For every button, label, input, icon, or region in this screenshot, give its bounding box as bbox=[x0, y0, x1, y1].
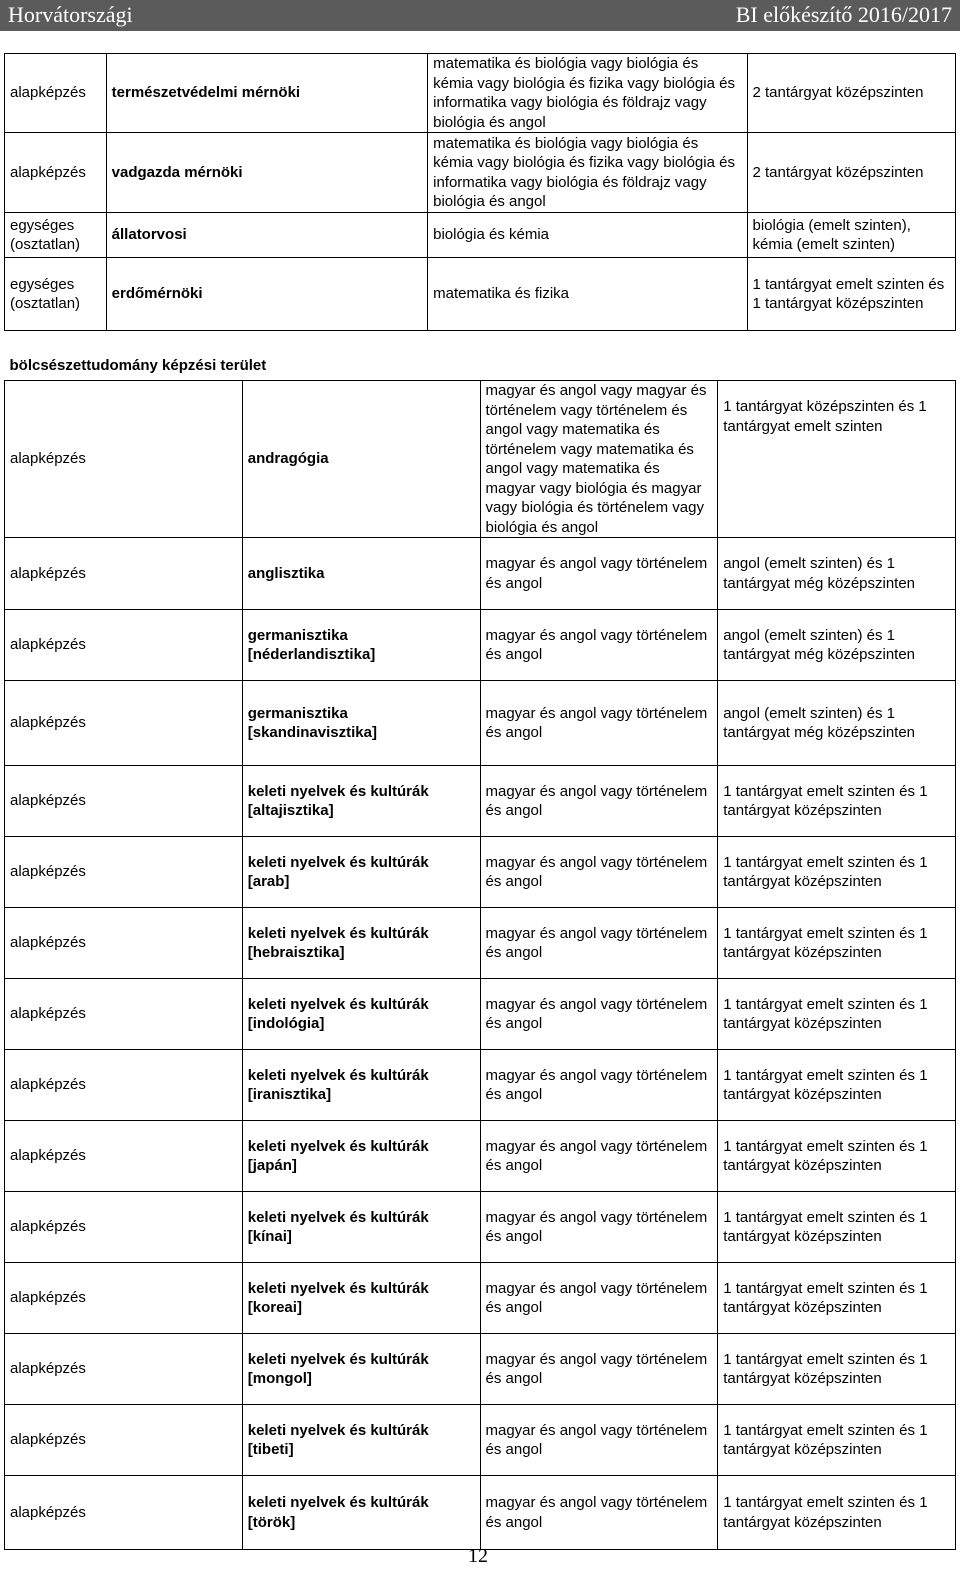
required-subjects: magyar és angol vagy történelem és angol bbox=[480, 1405, 718, 1476]
training-type: alapképzés bbox=[5, 1334, 243, 1405]
required-subjects: magyar és angol vagy történelem és angol bbox=[480, 979, 718, 1050]
table-row bbox=[5, 681, 956, 766]
required-subjects: magyar és angol vagy történelem és angol bbox=[480, 837, 718, 908]
table-row bbox=[5, 1050, 956, 1121]
program-name: állatorvosi bbox=[106, 213, 427, 258]
required-subjects: magyar és angol vagy történelem és angol bbox=[480, 1121, 718, 1192]
program-name: keleti nyelvek és kultúrák [koreai] bbox=[242, 1263, 480, 1334]
training-type: alapképzés bbox=[5, 1476, 243, 1550]
training-type: alapképzés bbox=[5, 837, 243, 908]
table-row bbox=[5, 538, 956, 610]
training-type: egységes (osztatlan) bbox=[5, 213, 107, 258]
table-row bbox=[5, 908, 956, 979]
table-row bbox=[5, 1405, 956, 1476]
program-name: keleti nyelvek és kultúrák [kínai] bbox=[242, 1192, 480, 1263]
training-type: alapképzés bbox=[5, 1405, 243, 1476]
required-subjects: magyar és angol vagy történelem és angol bbox=[480, 1263, 718, 1334]
table-row bbox=[5, 381, 956, 538]
program-name: keleti nyelvek és kultúrák [indológia] bbox=[242, 979, 480, 1050]
table-row bbox=[5, 1263, 956, 1334]
training-type: alapképzés bbox=[5, 766, 243, 837]
training-type: alapképzés bbox=[5, 681, 243, 766]
exam-level: 2 tantárgyat középszinten bbox=[747, 54, 956, 133]
program-name: keleti nyelvek és kultúrák [iranisztika] bbox=[242, 1050, 480, 1121]
exam-level: 1 tantárgyat emelt szinten és 1 tantárgyat középszinten bbox=[718, 1050, 956, 1121]
program-name: keleti nyelvek és kultúrák [mongol] bbox=[242, 1334, 480, 1405]
program-name: erdőmérnöki bbox=[106, 258, 427, 331]
section-title: bölcsészettudomány képzési terület bbox=[9, 357, 267, 374]
exam-level: biológia (emelt szinten), kémia (emelt szinten) bbox=[747, 213, 956, 258]
exam-level: 1 tantárgyat emelt szinten és 1 tantárgyat középszinten bbox=[718, 1405, 956, 1476]
training-type: alapképzés bbox=[5, 908, 243, 979]
program-name: germanisztika [néderlandisztika] bbox=[242, 610, 480, 681]
program-name: keleti nyelvek és kultúrák [arab] bbox=[242, 837, 480, 908]
exam-level: angol (emelt szinten) és 1 tantárgyat még középszinten bbox=[718, 610, 956, 681]
table-row bbox=[5, 54, 956, 133]
required-subjects: matematika és biológia vagy biológia és kémia vagy biológia és fizika vagy biológia és informatika vagy biológia és földrajz vagy biológia és angol bbox=[428, 54, 747, 133]
program-name: keleti nyelvek és kultúrák [hebraisztika] bbox=[242, 908, 480, 979]
required-subjects: magyar és angol vagy történelem és angol bbox=[480, 681, 718, 766]
exam-level: angol (emelt szinten) és 1 tantárgyat még középszinten bbox=[718, 538, 956, 610]
admission-table-top bbox=[4, 53, 956, 331]
program-name: keleti nyelvek és kultúrák [japán] bbox=[242, 1121, 480, 1192]
exam-level: 1 tantárgyat emelt szinten és 1 tantárgyat középszinten bbox=[718, 1263, 956, 1334]
required-subjects: magyar és angol vagy magyar és történelem vagy történelem és angol vagy matematika és történelem vagy matematika és angol vagy matematika és magyar vagy biológia és magyar vagy biológia és történelem vagy biológia és angol bbox=[480, 381, 718, 538]
training-type: alapképzés bbox=[5, 133, 107, 213]
training-type: alapképzés bbox=[5, 979, 243, 1050]
required-subjects: magyar és angol vagy történelem és angol bbox=[480, 1050, 718, 1121]
training-type: alapképzés bbox=[5, 1263, 243, 1334]
table-row bbox=[5, 213, 956, 258]
exam-level: 1 tantárgyat emelt szinten és 1 tantárgyat középszinten bbox=[718, 908, 956, 979]
program-name: keleti nyelvek és kultúrák [tibeti] bbox=[242, 1405, 480, 1476]
header-left-title: Horvátországi bbox=[8, 2, 133, 27]
table-row bbox=[5, 610, 956, 681]
training-type: alapképzés bbox=[5, 538, 243, 610]
admission-table-humanities bbox=[4, 352, 956, 1550]
exam-level: 1 tantárgyat emelt szinten és 1 tantárgyat középszinten bbox=[718, 837, 956, 908]
required-subjects: magyar és angol vagy történelem és angol bbox=[480, 908, 718, 979]
required-subjects: matematika és biológia vagy biológia és kémia vagy biológia és fizika vagy biológia és informatika vagy biológia és földrajz vagy biológia és angol bbox=[428, 133, 747, 213]
exam-level: 1 tantárgyat emelt szinten és 1 tantárgyat középszinten bbox=[718, 1121, 956, 1192]
table-row bbox=[5, 766, 956, 837]
program-name: andragógia bbox=[242, 381, 480, 538]
exam-level: 1 tantárgyat emelt szinten és 1 tantárgyat középszinten bbox=[718, 1476, 956, 1550]
exam-level: 2 tantárgyat középszinten bbox=[747, 133, 956, 213]
exam-level: 1 tantárgyat emelt szinten és 1 tantárgyat középszinten bbox=[718, 766, 956, 837]
program-name: anglisztika bbox=[242, 538, 480, 610]
table-row bbox=[5, 258, 956, 331]
training-type: alapképzés bbox=[5, 610, 243, 681]
required-subjects: matematika és fizika bbox=[428, 258, 747, 331]
program-name: keleti nyelvek és kultúrák [altajisztika] bbox=[242, 766, 480, 837]
page-header bbox=[0, 0, 960, 31]
table-row bbox=[5, 1192, 956, 1263]
training-type: alapképzés bbox=[5, 1121, 243, 1192]
table-row bbox=[5, 979, 956, 1050]
training-type: alapképzés bbox=[5, 1050, 243, 1121]
exam-level: 1 tantárgyat emelt szinten és 1 tantárgyat középszinten bbox=[718, 979, 956, 1050]
program-name: vadgazda mérnöki bbox=[106, 133, 427, 213]
exam-level: 1 tantárgyat emelt szinten és 1 tantárgyat középszinten bbox=[718, 1192, 956, 1263]
table-row bbox=[5, 837, 956, 908]
exam-level: 1 tantárgyat emelt szinten és 1 tantárgyat középszinten bbox=[718, 1334, 956, 1405]
required-subjects: magyar és angol vagy történelem és angol bbox=[480, 1334, 718, 1405]
training-type: alapképzés bbox=[5, 54, 107, 133]
required-subjects: magyar és angol vagy történelem és angol bbox=[480, 538, 718, 610]
table-row bbox=[5, 1121, 956, 1192]
header-right-title: BI előkészítő 2016/2017 bbox=[735, 2, 952, 27]
program-name: keleti nyelvek és kultúrák [török] bbox=[242, 1476, 480, 1550]
training-type: alapképzés bbox=[5, 1192, 243, 1263]
table-row bbox=[5, 1334, 956, 1405]
required-subjects: magyar és angol vagy történelem és angol bbox=[480, 1476, 718, 1550]
training-type: alapképzés bbox=[5, 381, 243, 538]
required-subjects: magyar és angol vagy történelem és angol bbox=[480, 766, 718, 837]
training-type: egységes (osztatlan) bbox=[5, 258, 107, 331]
program-name: germanisztika [skandinavisztika] bbox=[242, 681, 480, 766]
required-subjects: magyar és angol vagy történelem és angol bbox=[480, 610, 718, 681]
required-subjects: biológia és kémia bbox=[428, 213, 747, 258]
table-row bbox=[5, 133, 956, 213]
required-subjects: magyar és angol vagy történelem és angol bbox=[480, 1192, 718, 1263]
exam-level: 1 tantárgyat emelt szinten és 1 tantárgyat középszinten bbox=[747, 258, 956, 331]
section-header-row bbox=[5, 352, 956, 381]
program-name: természetvédelmi mérnöki bbox=[106, 54, 427, 133]
exam-level: 1 tantárgyat középszinten és 1 tantárgyat emelt szinten bbox=[718, 381, 956, 538]
exam-level: angol (emelt szinten) és 1 tantárgyat még középszinten bbox=[718, 681, 956, 766]
table-row bbox=[5, 1476, 956, 1550]
page-number: 12 bbox=[468, 1545, 488, 1567]
